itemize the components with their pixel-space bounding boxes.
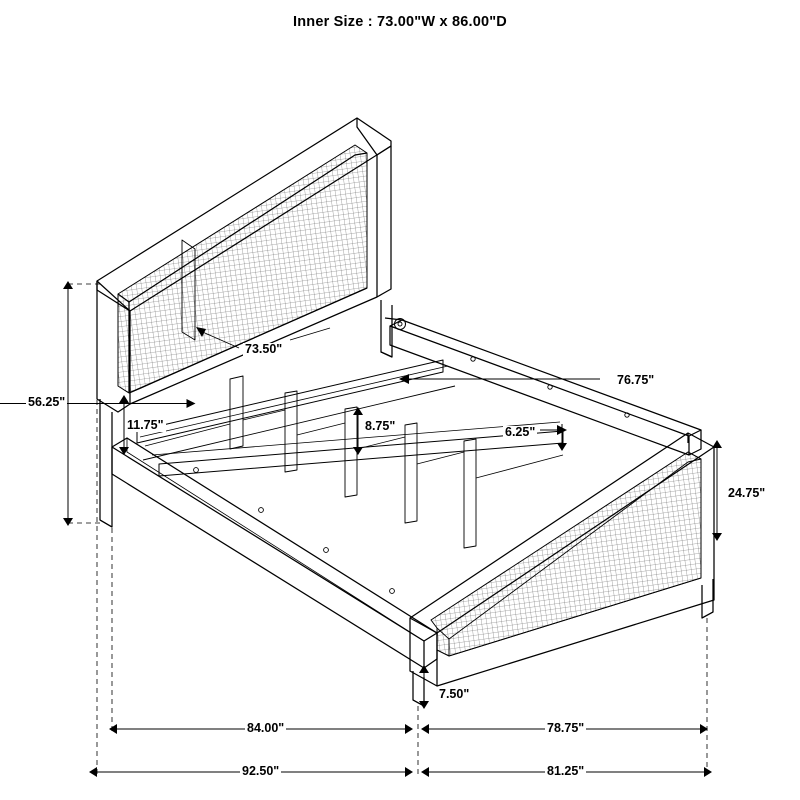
dim-label-rail-offset: 6.25" [505, 425, 536, 439]
dim-label-overall-left-segment: 92.50" [242, 764, 280, 778]
dim-label-length-right-segment: 78.75" [547, 721, 585, 735]
dim-label-headboard-inner-width: 73.50" [245, 342, 283, 356]
dim-label-slat-height: 8.75" [365, 419, 396, 433]
page-title: Inner Size : 73.00"W x 86.00"D [293, 14, 507, 30]
dim-label-footboard-height: 24.75" [728, 486, 766, 500]
dim-label-footboard-to-floor: 7.50" [439, 687, 470, 701]
bed-geometry [97, 118, 714, 706]
dim-label-headboard-height-total: 56.25" [28, 395, 66, 409]
dim-label-overall-right-segment: 81.25" [547, 764, 585, 778]
dim-label-length-left-segment: 84.00" [247, 721, 285, 735]
dim-label-side-rail-inner-length: 76.75" [617, 373, 655, 387]
dim-label-headboard-to-rail: 11.75" [127, 418, 164, 432]
